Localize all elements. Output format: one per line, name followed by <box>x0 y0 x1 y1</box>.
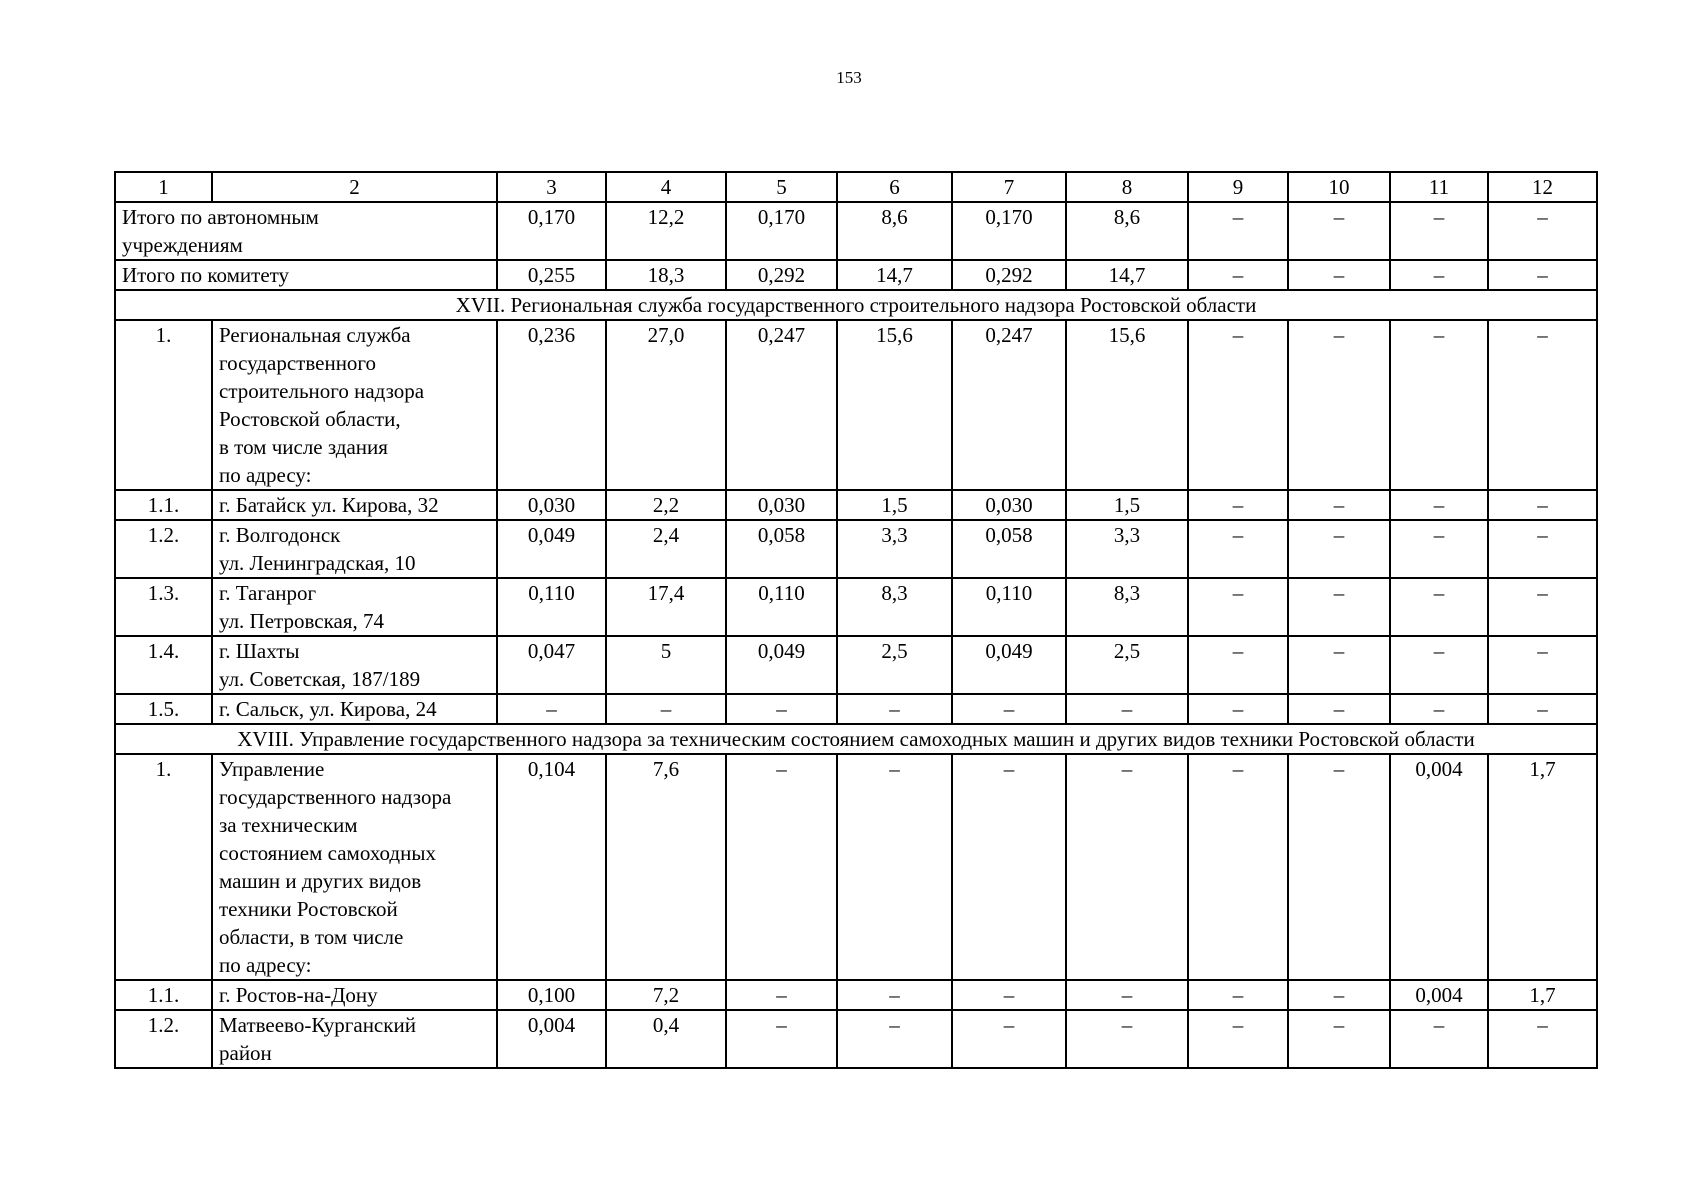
value-col-4: 7,2 <box>606 980 726 1010</box>
value-col-8: – <box>1066 694 1188 724</box>
value-col-11: – <box>1390 202 1488 260</box>
cell-line: Итого по комитету <box>122 263 290 287</box>
column-number-3: 3 <box>497 172 606 202</box>
value-col-6: 1,5 <box>837 490 952 520</box>
value-col-10: – <box>1288 578 1390 636</box>
value-col-9: – <box>1188 754 1288 980</box>
value-col-5: – <box>726 980 837 1010</box>
cell-line: ул. Советская, 187/189 <box>219 667 421 691</box>
page-number: 153 <box>836 68 862 87</box>
value-col-11: – <box>1390 1010 1488 1068</box>
value-col-4: 27,0 <box>606 320 726 490</box>
value-col-7: 0,058 <box>952 520 1066 578</box>
section-title: XVIII. Управление государственного надзора за техническим состоянием самоходных машин и других видов техники Ростовской области <box>115 724 1597 754</box>
value-col-12: – <box>1488 694 1597 724</box>
value-col-6: – <box>837 980 952 1010</box>
value-col-4: 2,2 <box>606 490 726 520</box>
table-row <box>115 980 1597 1010</box>
value-col-5: 0,292 <box>726 260 837 290</box>
value-col-4: 0,4 <box>606 1010 726 1068</box>
value-col-3: 0,049 <box>497 520 606 578</box>
row-name <box>212 320 497 490</box>
value-col-8: 2,5 <box>1066 636 1188 694</box>
value-col-3: 0,047 <box>497 636 606 694</box>
cell-line: по адресу: <box>219 463 312 487</box>
value-col-6: 8,3 <box>837 578 952 636</box>
cell-line: Региональная служба <box>219 323 411 347</box>
value-col-12: 1,7 <box>1488 754 1597 980</box>
value-col-7: – <box>952 980 1066 1010</box>
row-index: 1.5. <box>115 694 212 724</box>
cell-line: строительного надзора <box>219 379 425 403</box>
cell-line: Ростовской области, <box>219 407 401 431</box>
value-col-8: – <box>1066 980 1188 1010</box>
row-name <box>212 754 497 980</box>
cell-line: по адресу: <box>219 953 312 977</box>
column-number-8: 8 <box>1066 172 1188 202</box>
row-name <box>212 490 497 520</box>
row-name <box>212 578 497 636</box>
table-row <box>115 490 1597 520</box>
cell-line: г. Сальск, ул. Кирова, 24 <box>219 697 437 721</box>
value-col-6: 14,7 <box>837 260 952 290</box>
value-col-6: – <box>837 1010 952 1068</box>
value-col-5: 0,110 <box>726 578 837 636</box>
value-col-3: 0,255 <box>497 260 606 290</box>
table-row <box>115 694 1597 724</box>
row-index: 1.2. <box>115 1010 212 1068</box>
row-name <box>212 520 497 578</box>
row-name <box>212 694 497 724</box>
value-col-8: 15,6 <box>1066 320 1188 490</box>
value-col-12: – <box>1488 1010 1597 1068</box>
value-col-7: 0,049 <box>952 636 1066 694</box>
table-row <box>115 320 1597 490</box>
cell-line: Матвеево-Курганский <box>219 1013 416 1037</box>
value-col-10: – <box>1288 694 1390 724</box>
table-row <box>115 1010 1597 1068</box>
value-col-9: – <box>1188 636 1288 694</box>
value-col-10: – <box>1288 520 1390 578</box>
column-number-5: 5 <box>726 172 837 202</box>
value-col-10: – <box>1288 980 1390 1010</box>
section-title-row <box>115 290 1597 320</box>
row-index: 1.1. <box>115 980 212 1010</box>
row-name <box>212 1010 497 1068</box>
cell-line: государственного <box>219 351 377 375</box>
value-col-4: 18,3 <box>606 260 726 290</box>
column-number-2: 2 <box>212 172 497 202</box>
column-number-12: 12 <box>1488 172 1597 202</box>
summary-row <box>115 202 1597 260</box>
report-table <box>114 171 1598 1069</box>
value-col-9: – <box>1188 694 1288 724</box>
value-col-12: 1,7 <box>1488 980 1597 1010</box>
value-col-9: – <box>1188 320 1288 490</box>
value-col-8: 14,7 <box>1066 260 1188 290</box>
value-col-9: – <box>1188 490 1288 520</box>
cell-line: г. Ростов-на-Дону <box>219 983 378 1007</box>
value-col-8: – <box>1066 1010 1188 1068</box>
value-col-7: 0,030 <box>952 490 1066 520</box>
value-col-6: 2,5 <box>837 636 952 694</box>
summary-label <box>115 260 497 290</box>
column-number-10: 10 <box>1288 172 1390 202</box>
value-col-10: – <box>1288 754 1390 980</box>
table-row <box>115 754 1597 980</box>
value-col-7: 0,170 <box>952 202 1066 260</box>
table-body <box>115 172 1597 1068</box>
value-col-7: 0,110 <box>952 578 1066 636</box>
value-col-3: – <box>497 694 606 724</box>
table-row <box>115 578 1597 636</box>
cell-line: ул. Петровская, 74 <box>219 609 384 633</box>
value-col-12: – <box>1488 320 1597 490</box>
value-col-3: 0,110 <box>497 578 606 636</box>
value-col-3: 0,004 <box>497 1010 606 1068</box>
value-col-12: – <box>1488 636 1597 694</box>
value-col-4: 2,4 <box>606 520 726 578</box>
value-col-3: 0,236 <box>497 320 606 490</box>
cell-line: г. Шахты <box>219 639 300 663</box>
cell-line: ул. Ленинградская, 10 <box>219 551 416 575</box>
value-col-5: 0,049 <box>726 636 837 694</box>
cell-line: Управление <box>219 757 325 781</box>
value-col-4: 12,2 <box>606 202 726 260</box>
value-col-5: 0,030 <box>726 490 837 520</box>
value-col-7: 0,292 <box>952 260 1066 290</box>
row-index: 1.2. <box>115 520 212 578</box>
value-col-11: – <box>1390 260 1488 290</box>
value-col-5: 0,247 <box>726 320 837 490</box>
cell-line: области, в том числе <box>219 925 404 949</box>
value-col-4: – <box>606 694 726 724</box>
table-row <box>115 520 1597 578</box>
column-number-1: 1 <box>115 172 212 202</box>
value-col-11: – <box>1390 694 1488 724</box>
value-col-3: 0,030 <box>497 490 606 520</box>
value-col-11: – <box>1390 578 1488 636</box>
value-col-8: 1,5 <box>1066 490 1188 520</box>
row-index: 1.3. <box>115 578 212 636</box>
column-number-row <box>115 172 1597 202</box>
value-col-5: – <box>726 1010 837 1068</box>
cell-line: г. Таганрог <box>219 581 317 605</box>
value-col-12: – <box>1488 202 1597 260</box>
value-col-10: – <box>1288 1010 1390 1068</box>
cell-line: состоянием самоходных <box>219 841 436 865</box>
value-col-4: 5 <box>606 636 726 694</box>
value-col-5: – <box>726 694 837 724</box>
value-col-11: – <box>1390 320 1488 490</box>
value-col-10: – <box>1288 320 1390 490</box>
cell-line: г. Волгодонск <box>219 523 341 547</box>
value-col-8: – <box>1066 754 1188 980</box>
cell-line: г. Батайск ул. Кирова, 32 <box>219 493 439 517</box>
value-col-6: – <box>837 694 952 724</box>
cell-line: техники Ростовской <box>219 897 398 921</box>
value-col-6: 8,6 <box>837 202 952 260</box>
column-number-9: 9 <box>1188 172 1288 202</box>
value-col-8: 8,3 <box>1066 578 1188 636</box>
value-col-4: 7,6 <box>606 754 726 980</box>
value-col-12: – <box>1488 578 1597 636</box>
cell-line: государственного надзора <box>219 785 452 809</box>
value-col-11: 0,004 <box>1390 980 1488 1010</box>
value-col-5: 0,170 <box>726 202 837 260</box>
value-col-4: 17,4 <box>606 578 726 636</box>
value-col-9: – <box>1188 1010 1288 1068</box>
value-col-8: 8,6 <box>1066 202 1188 260</box>
value-col-9: – <box>1188 578 1288 636</box>
value-col-8: 3,3 <box>1066 520 1188 578</box>
value-col-6: – <box>837 754 952 980</box>
cell-line: учреждениям <box>122 233 243 257</box>
summary-row <box>115 260 1597 290</box>
value-col-10: – <box>1288 490 1390 520</box>
value-col-6: 15,6 <box>837 320 952 490</box>
section-title-row <box>115 724 1597 754</box>
summary-label <box>115 202 497 260</box>
value-col-9: – <box>1188 520 1288 578</box>
value-col-3: 0,100 <box>497 980 606 1010</box>
value-col-10: – <box>1288 260 1390 290</box>
value-col-12: – <box>1488 260 1597 290</box>
value-col-11: 0,004 <box>1390 754 1488 980</box>
value-col-9: – <box>1188 202 1288 260</box>
value-col-7: 0,247 <box>952 320 1066 490</box>
row-name <box>212 636 497 694</box>
cell-line: Итого по автономным <box>122 205 319 229</box>
value-col-11: – <box>1390 520 1488 578</box>
value-col-7: – <box>952 694 1066 724</box>
row-name <box>212 980 497 1010</box>
value-col-12: – <box>1488 520 1597 578</box>
value-col-3: 0,104 <box>497 754 606 980</box>
section-title: XVII. Региональная служба государственного строительного надзора Ростовской области <box>115 290 1597 320</box>
row-index: 1.4. <box>115 636 212 694</box>
column-number-11: 11 <box>1390 172 1488 202</box>
cell-line: район <box>219 1041 272 1065</box>
column-number-6: 6 <box>837 172 952 202</box>
cell-line: машин и других видов <box>219 869 422 893</box>
value-col-5: 0,058 <box>726 520 837 578</box>
cell-line: за техническим <box>219 813 358 837</box>
row-index: 1. <box>115 754 212 980</box>
column-number-7: 7 <box>952 172 1066 202</box>
value-col-10: – <box>1288 202 1390 260</box>
value-col-12: – <box>1488 490 1597 520</box>
value-col-6: 3,3 <box>837 520 952 578</box>
value-col-3: 0,170 <box>497 202 606 260</box>
column-number-4: 4 <box>606 172 726 202</box>
row-index: 1. <box>115 320 212 490</box>
cell-line: в том числе здания <box>219 435 388 459</box>
row-index: 1.1. <box>115 490 212 520</box>
value-col-11: – <box>1390 636 1488 694</box>
value-col-9: – <box>1188 260 1288 290</box>
value-col-7: – <box>952 754 1066 980</box>
value-col-10: – <box>1288 636 1390 694</box>
value-col-5: – <box>726 754 837 980</box>
table-row <box>115 636 1597 694</box>
value-col-11: – <box>1390 490 1488 520</box>
value-col-9: – <box>1188 980 1288 1010</box>
value-col-7: – <box>952 1010 1066 1068</box>
